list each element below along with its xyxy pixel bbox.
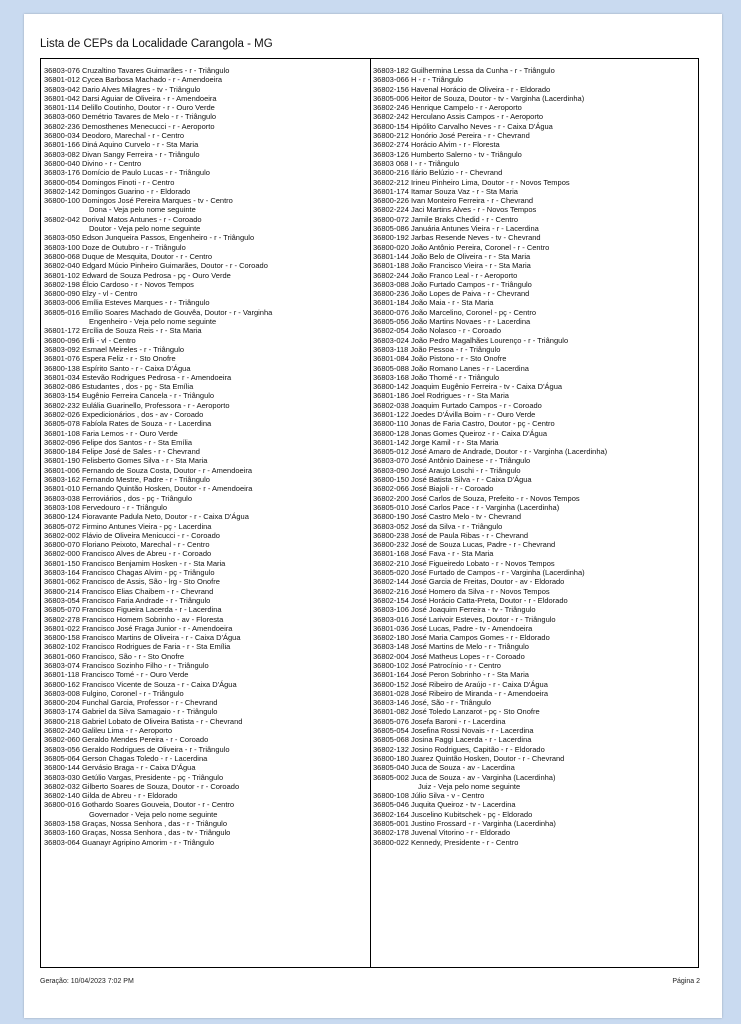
cep-entry: 36800-110 Jonas de Faria Castro, Doutor - pç - Centro (373, 419, 555, 429)
cep-entry: 36800-138 Espírito Santo - r - Caixa D'Água (44, 363, 191, 373)
cep-entry: 36802-178 Juvenal Vitorino - r - Eldorado (373, 828, 511, 838)
cep-entry: 36802-240 Galileu Lima - r - Aeroporto (44, 726, 172, 736)
cep-entry: 36801-022 Francisco José Fraga Junior - r - Amendoeira (44, 623, 233, 633)
cep-entry: 36803-008 Fulgino, Coronel - r - Triângulo (44, 688, 184, 698)
cep-entry: 36805-088 João Romano Lanes - r - Lacerdina (373, 363, 529, 373)
cep-entry: 36801-172 Ercília de Souza Reis - r - Sta Maria (44, 326, 202, 336)
cep-entry: 36800-218 Gabriel Lobato de Oliveira Batista - r - Chevrand (44, 716, 243, 726)
cep-entry: 36800-180 Juarez Quintão Hosken, Doutor - r - Chevrand (373, 753, 565, 763)
cep-entry: 36802-210 José Figueiredo Lobato - r - Novos Tempos (373, 558, 555, 568)
cep-entry: 36801-028 José Ribeiro de Miranda - r - Amendoeira (373, 688, 549, 698)
cep-entry: 36801-122 Joedes D'Ávilla Boim - r - Ouro Verde (373, 409, 536, 419)
cep-entry: 36803-090 José Araujo Loschi - r - Triângulo (373, 465, 521, 475)
cep-entry: 36803-070 José Antônio Dainese - r - Triângulo (373, 456, 531, 466)
cep-entry: 36803-148 José Martins de Melo - r - Triângulo (373, 642, 529, 652)
cep-entry: 36803-056 Geraldo Rodrigues de Oliveira - r - Triângulo (44, 744, 230, 754)
cep-entry: 36801-144 João Belo de Oliveira - r - Sta Maria (373, 251, 531, 261)
cep-entry: 36801-114 Delillo Coutinho, Doutor - r - Ouro Verde (44, 103, 215, 113)
cep-entry: 36800-154 Hipólito Carvalho Neves - r - Caixa D'Água (373, 121, 553, 131)
cep-entry: 36803-060 Demétrio Tavares de Melo - r - Triângulo (44, 112, 217, 122)
cep-entry: 36802-042 Dorival Matos Antunes - r - Coroado (44, 214, 202, 224)
cep-entry: 36802-274 Horácio Alvim - r - Floresta (373, 140, 500, 150)
cep-entry: 36802-142 Domingos Guarino - r - Eldorado (44, 186, 191, 196)
cep-entry: 36800-216 Ilário Belúzio - r - Chevrand (373, 168, 503, 178)
cep-entry: 36800-184 Felipe José de Sales - r - Chevrand (44, 447, 200, 457)
cep-entry: 36802-164 Juscelino Kubitschek - pç - Eldorado (373, 809, 533, 819)
cep-entry: 36803-054 Francisco Faria Andrade - r - Triângulo (44, 595, 211, 605)
cep-note: Juiz - Veja pelo nome seguinte (418, 781, 521, 791)
cep-entry: 36801-084 João Pistono - r - Sto Onofre (373, 354, 507, 364)
cep-entry: 36805-070 Francisco Figueira Lacerda - r - Lacerdina (44, 605, 222, 615)
cep-entry: 36800-090 Elzy - vl - Centro (44, 289, 138, 299)
cep-entry: 36800-150 José Batista Silva - r - Caixa D'Água (373, 475, 532, 485)
cep-entry: 36802-232 Eulália Guarinello, Professora - r - Aeroporto (44, 400, 230, 410)
cep-entry: 36802-140 Gilda de Abreu - r - Eldorado (44, 791, 178, 801)
cep-entry: 36802-026 Expedicionários , dos - av - Coroado (44, 409, 204, 419)
cep-entry: 36803-076 Cruzaltino Tavares Guimarães - r - Triângulo (44, 66, 230, 75)
cep-entry: 36800-020 João Antônio Pereira, Coronel - r - Centro (373, 242, 550, 252)
cep-entry: 36805-056 João Martins Novaes - r - Lacerdina (373, 317, 531, 327)
cep-entry: 36800-236 João Lopes de Paiva - r - Chevrand (373, 289, 530, 299)
cep-entry: 36803-050 Edson Junqueira Passos, Engenheiro - r - Triângulo (44, 233, 255, 243)
cep-entry: 36802-004 José Matheus Lopes - r - Coroado (373, 651, 525, 661)
cep-entry: 36803-118 João Pessoa - r - Triângulo (373, 344, 501, 354)
cep-entry: 36801-184 João Maia - r - Sta Maria (373, 298, 494, 308)
cep-entry: 36802-246 Henrique Campelo - r - Aeroporto (373, 103, 522, 113)
cep-entry: 36800-192 Jarbas Resende Neves - tv - Chevrand (373, 233, 541, 243)
cep-entry: 36801-036 José Lucas, Padre - tv - Amendoeira (373, 623, 533, 633)
cep-entry: 36800-190 José Castro Melo - tv - Chevrand (373, 512, 521, 522)
cep-entry: 36800-096 Erlli - vl - Centro (44, 335, 136, 345)
cep-entry: 36803-108 Fervedouro - r - Triângulo (44, 502, 167, 512)
cep-entry: 36801-188 João Francisco Vieira - r - Sta Maria (373, 261, 531, 271)
cep-entry: 36805-012 José Amaro de Andrade, Doutor - r - Varginha (Lacerdinha) (373, 447, 608, 457)
cep-entry: 36801-174 Itamar Souza Vaz - r - Sta Maria (373, 186, 518, 196)
cep-entry: 36801-010 Fernando Quintão Hosken, Doutor - r - Amendoeira (44, 484, 253, 494)
cep-entry: 36801-062 Francisco de Assis, São - lrg - Sto Onofre (44, 577, 220, 587)
cep-entry: 36805-020 José Furtado de Campos - r - Varginha (Lacerdinha) (373, 568, 585, 578)
cep-note: Engenheiro - Veja pelo nome seguinte (89, 317, 217, 327)
cep-entry: 36800-232 José de Souza Lucas, Padre - r - Chevrand (373, 540, 556, 550)
cep-entry: 36801-150 Francisco Benjamim Hosken - r - Sta Maria (44, 558, 226, 568)
cep-entry: 36805-006 Heitor de Souza, Doutor - tv - Varginha (Lacerdinha) (373, 93, 585, 103)
cep-entry: 36801-082 José Toledo Lanzarot - pç - Sto Onofre (373, 707, 540, 717)
cep-entry: 36800-144 Gervásio Braga - r - Caixa D'Água (44, 763, 196, 773)
cep-entry: 36802-154 José Horácio Catta-Preta, Doutor - r - Eldorado (373, 595, 568, 605)
cep-entry: 36801-102 Edward de Souza Pedrosa - pç - Ouro Verde (44, 270, 231, 280)
cep-entry: 36801-118 Francisco Tomé - r - Ouro Verde (44, 670, 189, 680)
cep-entry: 36800-102 José Patrocínio - r - Centro (373, 661, 501, 670)
cep-entry: 36803-168 João Thomé - r - Triângulo (373, 372, 500, 382)
cep-entry: 36802-096 Felipe dos Santos - r - Sta Emília (44, 437, 192, 447)
cep-entry: 36801-006 Fernando de Souza Costa, Doutor - r - Amendoeira (44, 465, 253, 475)
cep-entry: 36802-244 João Franco Leal - r - Aeroporto (373, 270, 518, 280)
cep-entry: 36803-176 Domício de Paulo Lucas - r - Triângulo (44, 168, 210, 178)
cep-entry: 36803-064 Guanayr Agripino Amorim - r - Triângulo (44, 837, 215, 847)
cep-note: Dona - Veja pelo nome seguinte (89, 205, 196, 215)
cep-entry: 36805-001 Justino Frossard - r - Varginha (Lacerdinha) (373, 819, 556, 829)
cep-entry: 36802-200 José Carlos de Souza, Prefeito - r - Novos Tempos (373, 493, 580, 503)
cep-entry: 36802-060 Geraldo Mendes Pereira - r - Coroado (44, 735, 209, 745)
cep-entry: 36801-186 Joel Rodrigues - r - Sta Maria (373, 391, 509, 401)
cep-entry: 36805-054 Josefina Rossi Novais - r - Lacerdina (373, 726, 534, 736)
cep-entry: 36803-006 Emília Esteves Marques - r - Triângulo (44, 298, 210, 308)
cep-entry: 36801-190 Felisberto Gomes Silva - r - Sta Maria (44, 456, 208, 466)
cep-entry: 36801-060 Francisco, São - r - Sto Onofre (44, 651, 185, 661)
cep-entry: 36800-204 Funchal Garcia, Professor - r - Chevrand (44, 698, 218, 708)
cep-entry: 36800-124 Fioravante Padula Neto, Doutor - r - Caixa D'Água (44, 512, 249, 522)
cep-entry: 36802-066 José Biajoli - r - Coroado (373, 484, 494, 494)
cep-entry: 36802-212 Irineu Pinheiro Lima, Doutor - r - Novos Tempos (373, 177, 570, 187)
cep-entry: 36803-038 Ferroviários , dos - pç - Triângulo (44, 493, 192, 503)
cep-entry: 36803-024 João Pedro Magalhães Lourenço - r - Triângulo (373, 335, 569, 345)
cep-entry: 36801-168 José Fava - r - Sta Maria (373, 549, 494, 559)
cep-entry: 36805-064 Gerson Chagas Toledo - r - Lacerdina (44, 753, 208, 763)
cep-entry: 36800-142 Joaquim Eugênio Ferreira - tv - Caixa D'Água (373, 382, 563, 392)
document-page (24, 14, 722, 1018)
page-number: Página 2 (672, 978, 700, 985)
cep-entry: 36801-034 Estevão Rodrigues Pedrosa - r - Amendoeira (44, 372, 232, 382)
cep-entry: 36800-212 Honório José Pereira - r - Chevrand (373, 131, 530, 141)
cep-entry: 36802-216 José Homero da Silva - r - Novos Tempos (373, 586, 550, 596)
cep-entry: 36800-022 Kennedy, Presidente - r - Centro (373, 837, 519, 847)
cep-entry: 36802-198 Élcio Cardoso - r - Novos Tempos (44, 279, 194, 289)
cep-entry: 36803-066 H - r - Triângulo (373, 75, 464, 85)
cep-entry: 36800-068 Duque de Mesquita, Doutor - r - Centro (44, 251, 213, 261)
cep-entry: 36800-152 José Ribeiro de Araújo - r - Caixa D'Água (373, 679, 548, 689)
cep-entry: 36802-002 Flávio de Oliveira Menicucci - r - Coroado (44, 530, 220, 540)
cep-entry: 36805-046 Juquita Queiroz - tv - Lacerdina (373, 800, 516, 810)
cep-entry: 36803-074 Francisco Sozinho Filho - r - Triângulo (44, 661, 209, 670)
cep-entry: 36802-236 Demosthenes Menecucci - r - Aeroporto (44, 121, 215, 131)
cep-entry: 36801-166 Diná Aquino Curvelo - r - Sta Maria (44, 140, 199, 150)
cep-entry: 36800-100 Domingos José Pereira Marques - tv - Centro (44, 196, 233, 206)
cep-entry: 36802-038 Joaquim Furtado Campos - r - Coroado (373, 400, 542, 410)
cep-entry: 36805-086 Januária Antunes Vieira - r - Lacerdina (373, 224, 539, 234)
cep-entry: 36803-106 José Joaquim Ferreira - tv - Triângulo (373, 605, 536, 615)
cep-column-left (44, 66, 368, 847)
cep-entry: 36803-016 José Larivoir Esteves, Doutor - r - Triângulo (373, 614, 556, 624)
cep-entry: 36802-156 Havenal Horácio de Oliveira - r - Eldorado (373, 84, 551, 94)
cep-entry: 36803 068 I - r - Triângulo (373, 158, 460, 168)
cep-entry: 36803-092 Esmael Meireles - r - Triângulo (44, 344, 185, 354)
cep-entry: 36802-054 João Nolasco - r - Coroado (373, 326, 501, 336)
cep-entry: 36802-180 José Maria Campos Gomes - r - Eldorado (373, 633, 550, 643)
cep-entry: 36800-162 Francisco Vicente de Souza - r - Caixa D'Água (44, 679, 237, 689)
cep-entry: 36800-072 Jamile Braks Chedid - r - Centro (373, 214, 519, 224)
cep-entry: 36805-002 Juca de Souza - av - Varginha (Lacerdinha) (373, 772, 556, 782)
cep-entry: 36803-162 Fernando Mestre, Padre - r - Triângulo (44, 475, 210, 485)
cep-entry: 36800-054 Domingos Finoti - r - Centro (44, 177, 175, 187)
cep-entry: 36800-238 José de Paula Ribas - r - Chevrand (373, 530, 529, 540)
cep-entry: 36802-040 Edgard Múcio Pinheiro Guimarães, Doutor - r - Coroado (44, 261, 268, 271)
cep-entry: 36805-040 Juca de Souza - av - Lacerdina (373, 763, 515, 773)
cep-entry: 36802-132 Josino Rodrigues, Capitão - r - Eldorado (373, 744, 545, 754)
cep-entry: 36803-164 Francisco Chagas Alvim - pç - Triângulo (44, 568, 215, 578)
cep-entry: 36802-032 Gilberto Soares de Souza, Doutor - r - Coroado (44, 781, 240, 791)
cep-entry: 36803-100 Doze de Outubro - r - Triângulo (44, 242, 186, 252)
cep-entry: 36803-126 Humberto Salerno - tv - Triângulo (373, 149, 522, 159)
cep-entry: 36803-042 Dario Alves Milagres - tv - Triângulo (44, 84, 201, 94)
cep-entry: 36803-154 Eugênio Ferreira Cancela - r - Triângulo (44, 391, 215, 401)
cep-entry: 36803-160 Graças, Nossa Senhora , das - tv - Triângulo (44, 828, 231, 838)
cep-entry: 36803-146 José, São - r - Triângulo (373, 698, 491, 708)
cep-entry: 36801-164 José Peron Sobrinho - r - Sta Maria (373, 670, 529, 680)
cep-entry: 36803-052 José da Silva - r - Triângulo (373, 521, 503, 531)
cep-entry: 36802-086 Estudantes , dos - pç - Sta Emília (44, 382, 194, 392)
cep-column-right (373, 66, 697, 847)
cep-entry: 36801-142 Jorge Kamil - r - Sta Maria (373, 437, 499, 447)
cep-entry: 36803-088 João Furtado Campos - r - Triângulo (373, 279, 532, 289)
page-title: Lista de CEPs da Localidade Carangola - MG (40, 38, 273, 50)
cep-entry: 36800-070 Floriano Peixoto, Marechal - r - Centro (44, 540, 210, 550)
cep-entry: 36800-076 João Marcelino, Coronel - pç - Centro (373, 307, 537, 317)
cep-entry: 36800-040 Divino - r - Centro (44, 158, 142, 168)
cep-entry: 36805-068 Josina Faggi Lacerda - r - Lacerdina (373, 735, 532, 745)
cep-entry: 36805-076 Josefa Baroni - r - Lacerdina (373, 716, 506, 726)
cep-entry: 36805-010 José Carlos Pace - r - Varginha (Lacerdinha) (373, 502, 560, 512)
cep-entry: 36800-034 Deodoro, Marechal - r - Centro (44, 131, 185, 141)
cep-entry: 36801-042 Darsi Aguiar de Oliveira - r - Amendoeira (44, 93, 217, 103)
cep-entry: 36802-144 José Garcia de Freitas, Doutor - av - Eldorado (373, 577, 565, 587)
cep-entry: 36801-108 Faria Lemos - r - Ouro Verde (44, 428, 178, 438)
cep-entry: 36800-128 Jonas Gomes Queiroz - r - Caixa D'Água (373, 428, 548, 438)
cep-entry: 36805-016 Emílio Soares Machado de Gouvêa, Doutor - r - Varginha (44, 307, 273, 317)
cep-entry: 36801-012 Cycea Barbosa Machado - r - Amendoeira (44, 75, 223, 85)
cep-entry: 36802-000 Francisco Alves de Abreu - r - Coroado (44, 549, 212, 559)
cep-entry: 36805-072 Firmino Antunes Vieira - pç - Lacerdina (44, 521, 212, 531)
cep-entry: 36803-158 Graças, Nossa Senhora , das - r - Triângulo (44, 819, 228, 829)
cep-entry: 36800-214 Francisco Elias Chaibem - r - Chevrand (44, 586, 214, 596)
cep-entry: 36800-226 Ivan Monteiro Ferreira - r - Chevrand (373, 196, 534, 206)
cep-entry: 36801-076 Espera Feliz - r - Sto Onofre (44, 354, 176, 364)
cep-table (40, 58, 699, 968)
cep-entry: 36800-108 Júlio Silva - v - Centro (373, 791, 485, 801)
cep-entry: 36802-278 Francisco Homem Sobrinho - av - Floresta (44, 614, 224, 624)
cep-entry: 36805-078 Fabíola Rates de Souza - r - Lacerdina (44, 419, 212, 429)
cep-entry: 36802-242 Herculano Assis Campos - r - Aeroporto (373, 112, 544, 122)
cep-entry: 36802-224 Jaci Martins Alves - r - Novos Tempos (373, 205, 537, 215)
cep-entry: 36803-082 Divan Sangy Ferreira - r - Triângulo (44, 149, 200, 159)
cep-entry: 36802-102 Francisco Rodrigues de Faria - r - Sta Emília (44, 642, 231, 652)
cep-entry: 36803-174 Gabriel da Silva Samagaio - r - Triângulo (44, 707, 218, 717)
cep-entry: 36803-030 Getúlio Vargas, Presidente - pç - Triângulo (44, 772, 224, 782)
cep-note: Doutor - Veja pelo nome seguinte (89, 224, 201, 234)
generation-date: Geração: 10/04/2023 7:02 PM (40, 978, 134, 985)
cep-entry: 36800-016 Gothardo Soares Gouveia, Doutor - r - Centro (44, 800, 235, 810)
cep-entry: 36800-158 Francisco Martins de Oliveira - r - Caixa D'Água (44, 633, 241, 643)
cep-note: Governador - Veja pelo nome seguinte (89, 809, 218, 819)
column-divider (370, 59, 371, 967)
cep-entry: 36803-182 Guilhermina Lessa da Cunha - r - Triângulo (373, 66, 555, 75)
